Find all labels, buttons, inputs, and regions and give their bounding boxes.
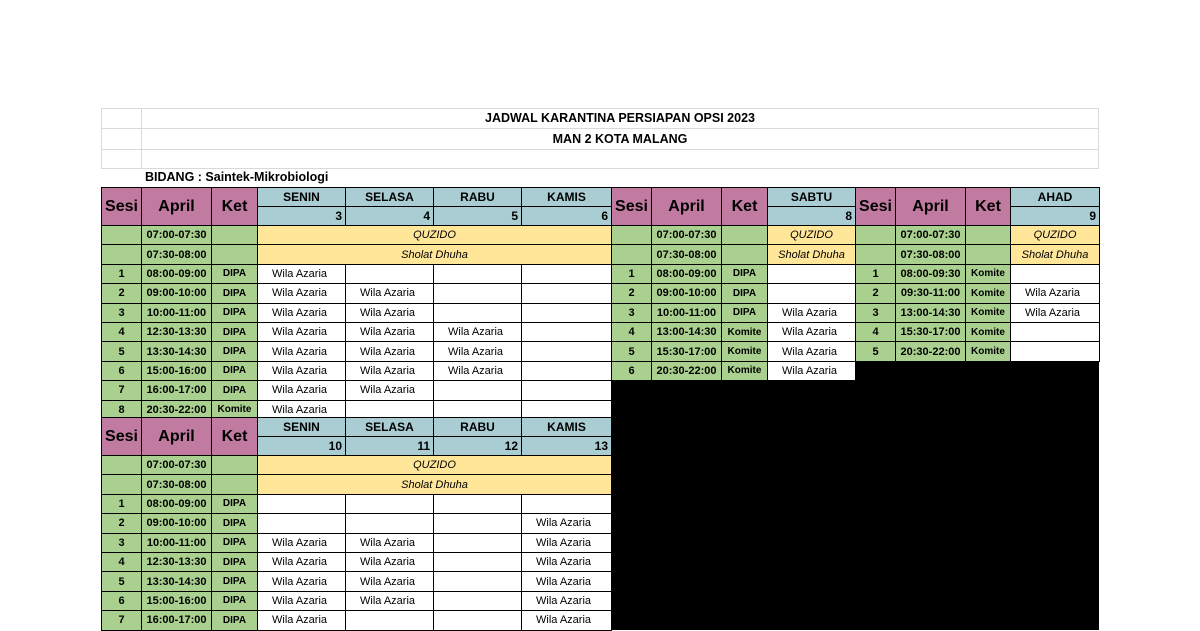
session-ket: DIPA [211,283,258,303]
schedule-cell: Wila Azaria [257,400,346,420]
schedule-cell: Wila Azaria [257,341,346,361]
schedule-cell: Wila Azaria [257,361,346,381]
day-date: 4 [345,206,434,226]
header-april: April [651,187,722,226]
schedule-cell: Wila Azaria [257,571,346,591]
schedule-cell [521,264,612,284]
schedule-cell: Wila Azaria [257,533,346,553]
schedule-cell: Wila Azaria [345,283,434,303]
session-time: 15:30-17:00 [895,322,966,342]
schedule-cell: Wila Azaria [345,380,434,400]
day-name: RABU [433,417,522,437]
session-time: 10:00-11:00 [141,533,212,553]
session-time: 08:00-09:00 [141,264,212,284]
schedule-cell: Wila Azaria [767,303,856,323]
header-sesi: Sesi [611,187,652,226]
schedule-cell [433,610,522,630]
schedule-cell [433,283,522,303]
header-ket: Ket [211,187,258,226]
day-date: 11 [345,436,434,456]
schedule-cell [345,513,434,533]
special-activity: Sholat Dhuha [257,244,612,264]
session-ket: Komite [965,264,1011,284]
session-number: 1 [101,264,142,284]
schedule-cell [433,591,522,611]
day-date: 10 [257,436,346,456]
schedule-cell: Wila Azaria [345,552,434,572]
schedule-cell [345,494,434,514]
schedule-cell: Wila Azaria [257,552,346,572]
schedule-cell: Wila Azaria [767,322,856,342]
special-activity: QUZIDO [257,225,612,245]
session-time: 20:30-22:00 [141,400,212,420]
schedule-cell: Wila Azaria [521,591,612,611]
session-ket: DIPA [211,513,258,533]
day-name: RABU [433,187,522,207]
special-sesi [855,225,896,245]
schedule-cell: Wila Azaria [345,571,434,591]
session-ket: DIPA [211,610,258,630]
schedule-cell [433,571,522,591]
special-ket [211,474,258,494]
session-ket: Komite [211,400,258,420]
schedule-cell: Wila Azaria [345,322,434,342]
session-time: 08:00-09:00 [651,264,722,284]
schedule-cell: Wila Azaria [345,361,434,381]
session-time: 09:00-10:00 [141,283,212,303]
session-number: 8 [101,400,142,420]
schedule-cell [1010,322,1100,342]
schedule-cell: Wila Azaria [433,322,522,342]
schedule-cell: Wila Azaria [521,552,612,572]
session-time: 13:00-14:30 [651,322,722,342]
schedule-cell [433,264,522,284]
special-activity: QUZIDO [1010,225,1100,245]
session-ket: DIPA [211,341,258,361]
session-number: 3 [855,303,896,323]
schedule-cell [433,552,522,572]
header-ket: Ket [211,417,258,456]
session-time: 08:00-09:30 [895,264,966,284]
special-ket [211,244,258,264]
session-ket: Komite [965,283,1011,303]
special-time: 07:00-07:30 [141,225,212,245]
schedule-cell: Wila Azaria [521,571,612,591]
schedule-cell: Wila Azaria [345,533,434,553]
session-time: 10:00-11:00 [141,303,212,323]
session-number: 4 [101,552,142,572]
special-sesi [101,455,142,475]
day-name: KAMIS [521,417,612,437]
session-number: 4 [855,322,896,342]
schedule-cell [767,283,856,303]
empty-black-region [611,379,1099,630]
session-ket: Komite [965,341,1011,361]
header-sesi: Sesi [101,187,142,226]
session-time: 16:00-17:00 [141,380,212,400]
day-name: AHAD [1010,187,1100,207]
day-date: 9 [1010,206,1100,226]
special-ket [965,225,1011,245]
session-ket: DIPA [211,303,258,323]
session-number: 7 [101,610,142,630]
session-time: 20:30-22:00 [651,361,722,381]
schedule-cell [1010,264,1100,284]
day-date: 12 [433,436,522,456]
schedule-cell: Wila Azaria [767,361,856,381]
schedule-cell: Wila Azaria [521,533,612,553]
schedule-cell [767,264,856,284]
special-sesi [101,244,142,264]
session-number: 2 [101,513,142,533]
special-time: 07:30-08:00 [651,244,722,264]
schedule-cell: Wila Azaria [257,591,346,611]
schedule-cell [521,303,612,323]
session-ket: Komite [965,322,1011,342]
schedule-cell: Wila Azaria [433,341,522,361]
special-ket [965,244,1011,264]
session-ket: DIPA [211,494,258,514]
session-time: 15:00-16:00 [141,361,212,381]
schedule-cell: Wila Azaria [257,380,346,400]
sheet-grid-line [101,128,1099,129]
schedule-cell [521,361,612,381]
session-time: 08:00-09:00 [141,494,212,514]
session-number: 1 [855,264,896,284]
session-ket: DIPA [721,303,768,323]
schedule-cell [257,494,346,514]
session-ket: Komite [721,322,768,342]
session-number: 3 [611,303,652,323]
session-number: 6 [101,591,142,611]
header-ket: Ket [721,187,768,226]
special-activity: Sholat Dhuha [767,244,856,264]
special-activity: QUZIDO [257,455,612,475]
day-name: SENIN [257,187,346,207]
schedule-cell [433,494,522,514]
header-april: April [895,187,966,226]
schedule-cell: Wila Azaria [345,303,434,323]
session-number: 5 [611,341,652,361]
schedule-cell [521,380,612,400]
session-ket: DIPA [211,533,258,553]
session-ket: DIPA [721,283,768,303]
session-time: 13:30-14:30 [141,571,212,591]
schedule-cell [257,513,346,533]
header-sesi: Sesi [101,417,142,456]
session-ket: DIPA [211,380,258,400]
day-date: 8 [767,206,856,226]
session-number: 6 [611,361,652,381]
special-time: 07:30-08:00 [895,244,966,264]
schedule-cell: Wila Azaria [257,303,346,323]
session-number: 6 [101,361,142,381]
day-name: SENIN [257,417,346,437]
empty-black-region [855,359,1099,380]
session-ket: DIPA [211,361,258,381]
schedule-cell: Wila Azaria [767,341,856,361]
document-subtitle: MAN 2 KOTA MALANG [552,132,688,146]
session-ket: Komite [965,303,1011,323]
special-sesi [855,244,896,264]
schedule-cell: Wila Azaria [345,591,434,611]
schedule-cell: Wila Azaria [257,610,346,630]
session-time: 15:00-16:00 [141,591,212,611]
session-time: 12:30-13:30 [141,322,212,342]
session-time: 09:30-11:00 [895,283,966,303]
schedule-cell [1010,341,1100,361]
schedule-cell: Wila Azaria [257,322,346,342]
schedule-cell [433,533,522,553]
schedule-cell [433,303,522,323]
schedule-cell [433,380,522,400]
special-ket [721,225,768,245]
session-number: 2 [855,283,896,303]
document-title: JADWAL KARANTINA PERSIAPAN OPSI 2023 [485,111,755,125]
session-number: 1 [611,264,652,284]
session-time: 10:00-11:00 [651,303,722,323]
session-time: 15:30-17:00 [651,341,722,361]
bidang-label: BIDANG : Saintek-Mikrobiologi [145,170,329,184]
schedule-cell: Wila Azaria [1010,303,1100,323]
session-number: 7 [101,380,142,400]
schedule-cell [433,513,522,533]
schedule-cell [345,610,434,630]
session-number: 2 [101,283,142,303]
schedule-cell [521,341,612,361]
special-time: 07:30-08:00 [141,474,212,494]
day-date: 6 [521,206,612,226]
session-number: 1 [101,494,142,514]
special-activity: Sholat Dhuha [257,474,612,494]
schedule-cell: Wila Azaria [521,610,612,630]
special-sesi [611,244,652,264]
header-april: April [141,417,212,456]
day-name: KAMIS [521,187,612,207]
session-time: 09:00-10:00 [141,513,212,533]
special-time: 07:00-07:30 [651,225,722,245]
special-sesi [101,225,142,245]
header-ket: Ket [965,187,1011,226]
special-ket [211,225,258,245]
session-ket: DIPA [211,264,258,284]
header-april: April [141,187,212,226]
special-sesi [611,225,652,245]
day-name: SABTU [767,187,856,207]
special-ket [211,455,258,475]
day-date: 5 [433,206,522,226]
schedule-cell: Wila Azaria [257,264,346,284]
schedule-cell: Wila Azaria [1010,283,1100,303]
schedule-cell: Wila Azaria [521,513,612,533]
schedule-cell: Wila Azaria [257,283,346,303]
session-time: 13:30-14:30 [141,341,212,361]
sheet-grid-line [101,149,1099,150]
special-time: 07:00-07:30 [895,225,966,245]
header-sesi: Sesi [855,187,896,226]
session-number: 3 [101,303,142,323]
session-ket: DIPA [721,264,768,284]
session-ket: DIPA [211,571,258,591]
session-time: 13:00-14:30 [895,303,966,323]
special-time: 07:30-08:00 [141,244,212,264]
day-name: SELASA [345,187,434,207]
session-number: 5 [101,571,142,591]
session-ket: Komite [721,341,768,361]
session-number: 4 [611,322,652,342]
session-time: 20:30-22:00 [895,341,966,361]
special-time: 07:00-07:30 [141,455,212,475]
session-time: 12:30-13:30 [141,552,212,572]
schedule-cell [521,494,612,514]
session-number: 5 [101,341,142,361]
session-number: 2 [611,283,652,303]
schedule-cell [345,264,434,284]
session-ket: DIPA [211,322,258,342]
session-ket: Komite [721,361,768,381]
session-time: 09:00-10:00 [651,283,722,303]
schedule-cell [521,283,612,303]
day-date: 13 [521,436,612,456]
session-ket: DIPA [211,591,258,611]
session-number: 5 [855,341,896,361]
special-ket [721,244,768,264]
special-activity: QUZIDO [767,225,856,245]
special-activity: Sholat Dhuha [1010,244,1100,264]
session-number: 4 [101,322,142,342]
session-number: 3 [101,533,142,553]
schedule-cell: Wila Azaria [345,341,434,361]
schedule-cell [521,322,612,342]
day-date: 3 [257,206,346,226]
schedule-cell: Wila Azaria [433,361,522,381]
session-time: 16:00-17:00 [141,610,212,630]
special-sesi [101,474,142,494]
day-name: SELASA [345,417,434,437]
session-ket: DIPA [211,552,258,572]
